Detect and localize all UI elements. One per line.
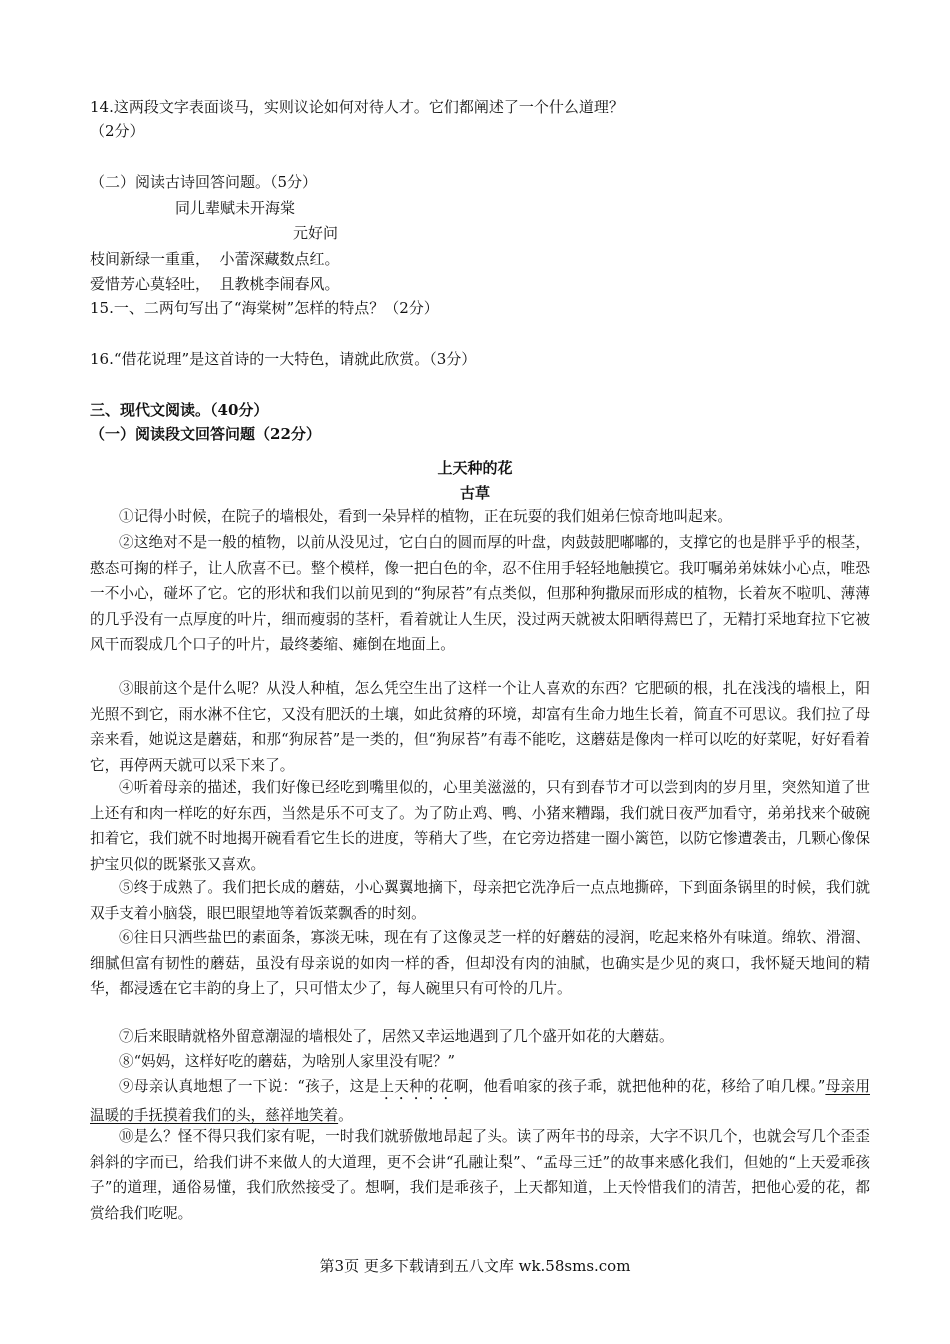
article-paragraph-8: ⑧“妈妈，这样好吃的蘑菇，为啥别人家里没有呢？” bbox=[119, 1053, 455, 1070]
question-14-score: （2分） bbox=[90, 122, 145, 140]
article-paragraph-2: ②这绝对不是一般的植物，以前从没见过，它白白的圆而厚的叶盘，肉鼓鼓肥嘟嘟的，支撑它的也是胖乎乎的根茎，憨态可掬的样子，让人欣喜不已。整个模样，像一把白色的伞，忍不住用手轻轻地触摸它。我叮嘱弟弟妹妹小心点，唯恐一不小心，碰坏了它。它的形状和我们以前见到的“狗尿苔”有点类似，但那种狗撒尿而形成的植物，长着灰不啦叽、薄薄的几乎没有一点厚度的叶片，细而瘦弱的茎杆，看着就让人生厌，没过两天就被太阳晒得蔫巴了，无精打采地耷拉下它被风干而裂成几个口子的叶片，最终萎缩、瘫倒在地面上。 bbox=[90, 534, 870, 653]
article-paragraph-7: ⑦后来眼睛就格外留意潮湿的墙根处了，居然又幸运地遇到了几个盛开如花的大蘑菇。 bbox=[119, 1028, 674, 1045]
article-paragraph-9 bbox=[90, 1074, 870, 1129]
emphasized-phrase: 上天种的花 bbox=[379, 1078, 454, 1095]
paragraph-9-end: 。 bbox=[338, 1107, 353, 1124]
article-author: 古草 bbox=[459, 484, 490, 502]
poem-title: 同儿辈赋未开海棠 bbox=[175, 199, 296, 217]
article-paragraph-5: ⑤终于成熟了。我们把长成的蘑菇，小心翼翼地摘下，母亲把它洗净后一点点地撕碎，下到面条锅里的时候，我们就双手支着小脑袋，眼巴眼望地等着饭菜飘香的时刻。 bbox=[90, 879, 870, 922]
page-footer: 第3页 更多下载请到五八文库 wk.58sms.com bbox=[319, 1257, 631, 1275]
question-14-line-1: 14.这两段文字表面谈马，实则议论如何对待人才。它们都阐述了一个什么道理？ bbox=[90, 98, 624, 116]
poem-line-1: 枝间新绿一重重， 小蕾深藏数点红。 bbox=[90, 250, 340, 268]
article-paragraph-10: ⑩是么？怪不得只我们家有呢，一时我们就骄傲地昂起了头。读了两年书的母亲，大字不识几个，也就会写几个歪歪斜斜的字而已，给我们讲不来做人的大道理，更不会讲“孔融让梨”、“孟母三迁”的故事来感化我们，但她的“上天爱乖孩子”的道理，通俗易懂，我们欣然接受了。想啊，我们是乖孩子，上天都知道，上天怜惜我们的清苦，把他心爱的花，都赏给我们吃呢。 bbox=[90, 1128, 870, 1222]
poem-author: 元好问 bbox=[293, 224, 339, 242]
poem-section-title: （二）阅读古诗回答问题。（5分） bbox=[90, 173, 318, 191]
underlined-sentence: 母亲用温暖的手抚摸着我们的头，慈祥地笑着 bbox=[90, 1078, 870, 1124]
article-paragraph-6: ⑥往日只洒些盐巴的素面条，寡淡无味，现在有了这像灵芝一样的好蘑菇的浸润，吃起来格外有味道。绵软、滑溜、细腻但富有韧性的蘑菇，虽没有母亲说的如肉一样的香，但却没有肉的油腻，也确实是少见的爽口，我怀疑天地间的精华，都浸透在它丰韵的身上了，只可惜太少了，每人碗里只有可怜的几片。 bbox=[90, 929, 870, 997]
section-3-subtitle: （一）阅读段文回答问题（22分） bbox=[90, 425, 321, 443]
poem-line-2: 爱惜芳心莫轻吐， 且教桃李闹春风。 bbox=[90, 275, 340, 293]
paragraph-9-text-b: 啊，他看咱家的孩子乖，就把他种的花，移给了咱几棵。” bbox=[453, 1078, 826, 1095]
paragraph-9-text-a: ⑨母亲认真地想了一下说：“孩子，这是 bbox=[119, 1078, 380, 1095]
article-paragraph-4: ④听着母亲的描述，我们好像已经吃到嘴里似的，心里美滋滋的，只有到春节才可以尝到肉的岁月里，突然知道了世上还有和肉一样吃的好东西，当然是乐不可支了。为了防止鸡、鸭、小猪来糟蹋，我们就日夜严加看守，弟弟找来个破碗扣着它，我们就不时地揭开碗看看它生长的进度，等稍大了些，在它旁边搭建一圈小篱笆，以防它惨遭袭击，几颗心像保护宝贝似的既紧张又喜欢。 bbox=[90, 779, 870, 873]
question-16: 16.“借花说理”是这首诗的一大特色，请就此欣赏。（3分） bbox=[90, 350, 477, 368]
article-paragraph-3: ③眼前这个是什么呢？从没人种植，怎么凭空生出了这样一个让人喜欢的东西？它肥硕的根，扎在浅浅的墙根上，阳光照不到它，雨水淋不住它，又没有肥沃的土壤，如此贫瘠的环境，却富有生命力地生长着，简直不可思议。我们拉了母亲来看，她说这是蘑菇，和那“狗尿苔”是一类的，但“狗尿苔”有毒不能吃，这蘑菇是像肉一样可以吃的好菜呢，好好看着它，再停两天就可以采下来了。 bbox=[90, 680, 870, 774]
article-title: 上天种的花 bbox=[437, 459, 513, 477]
section-3-title: 三、现代文阅读。（40分） bbox=[90, 401, 269, 419]
article-paragraph-1: ①记得小时候，在院子的墙根处，看到一朵异样的植物，正在玩耍的我们姐弟仨惊奇地叫起来。 bbox=[119, 508, 732, 525]
question-15: 15.一、二两句写出了“海棠树”怎样的特点？（2分） bbox=[90, 299, 439, 317]
